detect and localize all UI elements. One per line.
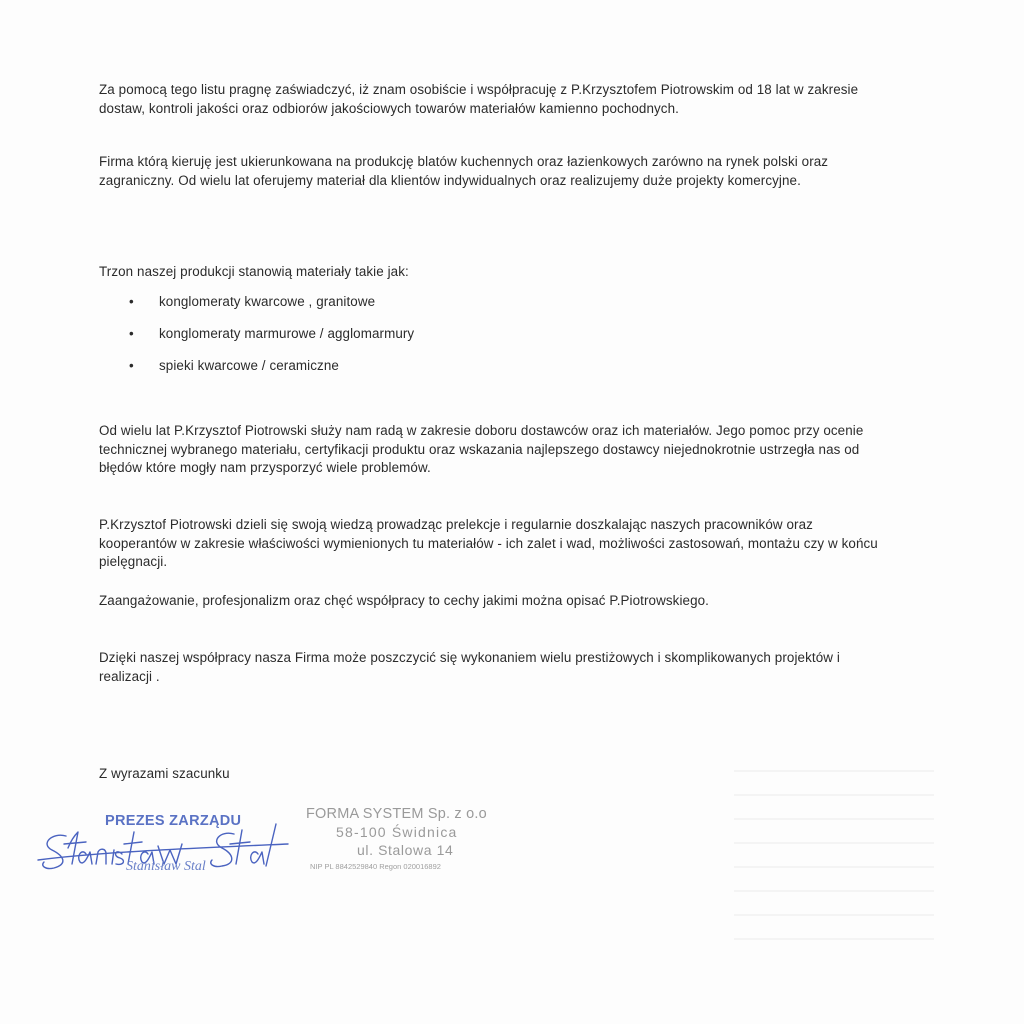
list-item-text: konglomeraty kwarcowe , granitowe bbox=[159, 294, 376, 309]
paragraph-introduction: Za pomocą tego listu pragnę zaświadczyć, iż znam osobiście i współpracuję z P.Krzysztofem Piotrowskim od 18 lat w zakresie dostaw, kontroli jakości oraz odbiorów jakościowych towarów materiałów kamienno pochodnych. bbox=[99, 82, 859, 116]
faded-background-print bbox=[734, 770, 934, 990]
list-item bbox=[99, 325, 414, 357]
materials-list bbox=[99, 293, 414, 389]
paragraph-training: P.Krzysztof Piotrowski dzieli się swoją wiedzą prowadząc prelekcje i regularnie doszkalając naszych pracowników oraz kooperantów w zakresie właściwości wymienionych tu materiałów - ich zalet i wad, możliwości zastosowań, montażu czy w końcu pielęgnacji. bbox=[99, 517, 878, 569]
paragraph-projects: Dzięki naszej współpracy nasza Firma może poszczycić się wykonaniem wielu prestiżowych i skomplikowanych projektów i realizacji . bbox=[99, 650, 840, 684]
bullet-icon: • bbox=[129, 326, 134, 341]
list-item-text: spieki kwarcowe / ceramiczne bbox=[159, 358, 339, 373]
bullet-icon: • bbox=[129, 294, 134, 309]
paragraph-qualities: Zaangażowanie, profesjonalizm oraz chęć współpracy to cechy jakimi można opisać P.Piotrowskiego. bbox=[99, 593, 709, 608]
paragraph-advice: Od wielu lat P.Krzysztof Piotrowski służy nam radą w zakresie doboru dostawców oraz ich materiałów. Jego pomoc przy ocenie technicznej wybranego materiału, certyfikacji produktu oraz wskazania najlepszego dostawcy niejednokrotnie ustrzegła nas od błędów które mogły nam przysporzyć wiele problemów. bbox=[99, 423, 864, 475]
bullet-icon: • bbox=[129, 358, 134, 373]
closing-salutation: Z wyrazami szacunku bbox=[99, 766, 230, 781]
stamp-printed-name: Stanisław Stal bbox=[126, 859, 206, 874]
president-stamp bbox=[38, 808, 308, 883]
stamp-title: PREZES ZARZĄDU bbox=[105, 813, 242, 829]
company-name: FORMA SYSTEM Sp. z o.o bbox=[306, 806, 487, 822]
company-tax-ids: NIP PL 8842529840 Regon 020016892 bbox=[310, 862, 441, 871]
list-item bbox=[99, 293, 414, 325]
paragraph-materials-intro: Trzon naszej produkcji stanowią materiały takie jak: bbox=[99, 264, 409, 279]
company-street: ul. Stalowa 14 bbox=[357, 842, 454, 858]
paragraph-company: Firma którą kieruję jest ukierunkowana na produkcję blatów kuchennych oraz łazienkowych zarówno na rynek polski oraz zagraniczny. Od wielu lat oferujemy materiał dla klientów indywidualnych oraz realizujemy duże projekty komercyjne. bbox=[99, 154, 829, 188]
company-stamp bbox=[300, 806, 540, 871]
list-item-text: konglomeraty marmurowe / agglomarmury bbox=[159, 326, 415, 341]
list-item bbox=[99, 357, 414, 389]
company-city: 58-100 Świdnica bbox=[336, 824, 458, 840]
